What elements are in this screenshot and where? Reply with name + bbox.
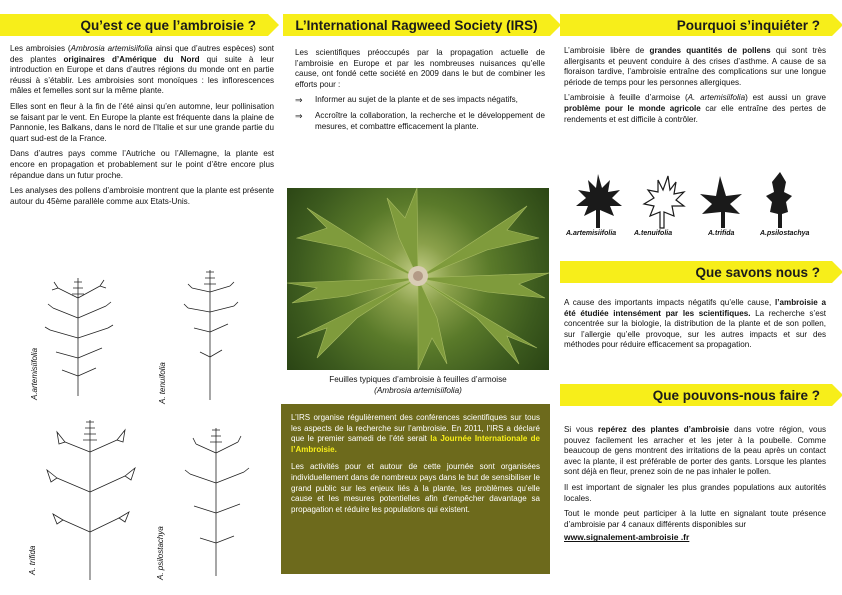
col3-text-3 xyxy=(564,425,826,543)
col3-text-1 xyxy=(564,46,826,130)
banner-arrow xyxy=(268,14,279,36)
caption-line-2: (Ambrosia artemisiifolia) xyxy=(374,386,462,395)
heading-text: Que savons nous ? xyxy=(695,264,820,280)
leaf-psilostachya-icon xyxy=(766,172,792,228)
col3-paragraph-2: L’ambroisie à feuille d’armoise (A. artemisiifolia) est aussi un grave problème pour le monde agricole car elle entraîne des pertes de rendements et est difficile à contrôler. xyxy=(564,93,826,124)
bullet-text: Accroître la collaboration, la recherche et le développement de mesures, et combattre efficacement la plante. xyxy=(315,110,545,131)
leaf-label-artemisiifolia: A.artemisiifolia xyxy=(566,230,617,237)
sketch-psilostachya xyxy=(168,418,268,578)
box-paragraph-1: L’IRS organise régulièrement des conférences scientifiques sur tous les aspects de la recherche sur l’ambroisie. En 2011, l’IRS a déclaré que le premier samedi de l’été serait la Journée Internationale de l’Ambroisie. xyxy=(291,413,540,454)
col3-paragraph-6: Tout le monde peut participer à la lutte en signalant toute présence d’ambroisie par 4 canaux différents disponibles sur xyxy=(564,509,826,529)
col3-paragraph-5: Il est important de signaler les plus grandes populations aux autorités locales. xyxy=(564,482,826,503)
bullet-item xyxy=(295,95,545,106)
bullet-arrow-icon: ⇒ xyxy=(295,110,303,121)
col3-paragraph-1: L’ambroisie libère de grandes quantités de pollens qui sont très allergisants et peuvent conduire à des crises d’asthme. A cause de sa floraison tardive, l’ambroisie entraîne des complications sur une longue période de temps pour les personnes allergiques. xyxy=(564,46,826,87)
col2-intro: Les scientifiques préoccupés par la propagation actuelle de l’ambroisie en Europe et par les nombreuses nuisances qu’elle cause, ont fondé cette société en 2009 dans le but de combiner les efforts pour : xyxy=(295,48,545,89)
leaf-artemisiifolia-icon xyxy=(576,174,622,228)
col3-paragraph-3: A cause des importants impacts négatifs qu’elle cause, l’ambroisie a été étudiée intensément par les scientifiques. La recherche s’est concentrée sur la biologie, la distribution de la plante et de son pollen, sur l’allergie qu’elle provoque, sur les autres impacts et sur des méthodes pour réduire efficacement sa propagation. xyxy=(564,298,827,350)
label-trifida: A. trifida xyxy=(28,545,37,575)
heading-irs xyxy=(283,14,550,36)
photo-caption xyxy=(287,374,549,396)
col1-paragraph-1: Les ambroisies (Ambrosia artemisiifolia ainsi que d’autres espèces) sont des plantes originaires d’Amérique du Nord qui suite à leur introduction en Europe et dans d’autres régions du monde ont en partie réussi à s’établir. Les ambroisies sont monoïques : les inflorescences mâles et femelles sont sur la même plante. xyxy=(10,44,274,96)
sketch-artemisiifolia xyxy=(28,268,128,398)
col1-paragraph-4: Les analyses des pollens d’ambroisie montrent que la plante est présente autour du 45ème parallèle comme aux Etats-Unis. xyxy=(10,186,274,206)
banner-arrow xyxy=(832,14,842,36)
leaf-label-psilostachya: A.psilostachya xyxy=(760,230,810,237)
sketch-trifida xyxy=(35,412,145,582)
col3-text-2 xyxy=(564,298,826,356)
heading-text: Que pouvons-nous faire ? xyxy=(652,387,820,403)
col1-paragraph-2: Elles sont en fleur à la fin de l’été ainsi qu’en automne, leur pollinisation se faisant par le vent. En Europe la plante est fréquente dans la plaine de Pannonie, les Balkans, dans le nord de l’Italie et sur une grande partie du quart sud-est de la France. xyxy=(10,101,274,143)
col3-paragraph-4: Si vous repérez des plantes d’ambroisie dans votre région, vous pouvez facilement les arracher et les jeter à la poubelle. Comme beaucoup de gens montrent des irritations de la peau après un contact avec la plante, il est préférable de porter des gants. Lorsque les plantes sont déjà en fleur, prenez soin de ne pas inhaler le pollen. xyxy=(564,425,826,477)
sketch-tenuifolia xyxy=(170,262,260,402)
irs-info-box xyxy=(281,404,550,574)
box-paragraph-2: Les activités pour et autour de cette journée sont organisées individuellement dans de nombreux pays dans le but de sensibiliser le grand public sur les enjeux liés à la plante, les problèmes qu’elle cause et les mesures potentielles afin d’empêcher davantage sa propagation et réduire les populations qui existent. xyxy=(291,462,540,514)
bullet-item xyxy=(295,111,545,132)
heading-text: Qu’est ce que l’ambroisie ? xyxy=(80,17,256,33)
bullet-arrow-icon: ⇒ xyxy=(295,95,303,106)
heading-what-is-ragweed xyxy=(0,14,268,36)
leaf-silhouettes xyxy=(566,170,828,230)
heading-text: Pourquoi s’inquiéter ? xyxy=(676,17,820,33)
leaf-label-trifida: A.trifida xyxy=(708,230,735,237)
leaf-label-tenuifolia: A.tenuifolia xyxy=(634,230,673,237)
signalement-link[interactable]: www.signalement-ambroisie .fr xyxy=(564,532,690,543)
leaf-photo-illustration xyxy=(287,188,549,370)
leaf-trifida-icon xyxy=(700,176,742,228)
leaf-tenuifolia-icon xyxy=(644,176,684,228)
col1-paragraph-3: Dans d’autres pays comme l’Autriche ou l’Allemagne, la plante est encore en propagation et probablement sur le point d’être encore plus répandue dans un futur proche. xyxy=(10,149,274,180)
label-artemisiifolia: A.artemisiifolia xyxy=(30,347,39,400)
col2-text xyxy=(295,48,545,137)
ragweed-leaves-photo xyxy=(287,188,549,370)
label-psilostachya: A. psilostachya xyxy=(156,526,165,580)
heading-what-we-know xyxy=(560,261,832,283)
heading-why-worry xyxy=(560,14,832,36)
banner-arrow xyxy=(832,261,842,283)
heading-text: L’International Ragweed Society (IRS) xyxy=(295,17,538,33)
label-tenuifolia: A. tenuifolia xyxy=(158,362,167,404)
banner-arrow xyxy=(832,384,842,406)
col1-text xyxy=(10,44,274,212)
caption-line-1: Feuilles typiques d’ambroisie à feuilles d’armoise xyxy=(329,375,507,384)
heading-what-can-we-do xyxy=(560,384,832,406)
bullet-text: Informer au sujet de la plante et de ses impacts négatifs, xyxy=(315,95,518,105)
